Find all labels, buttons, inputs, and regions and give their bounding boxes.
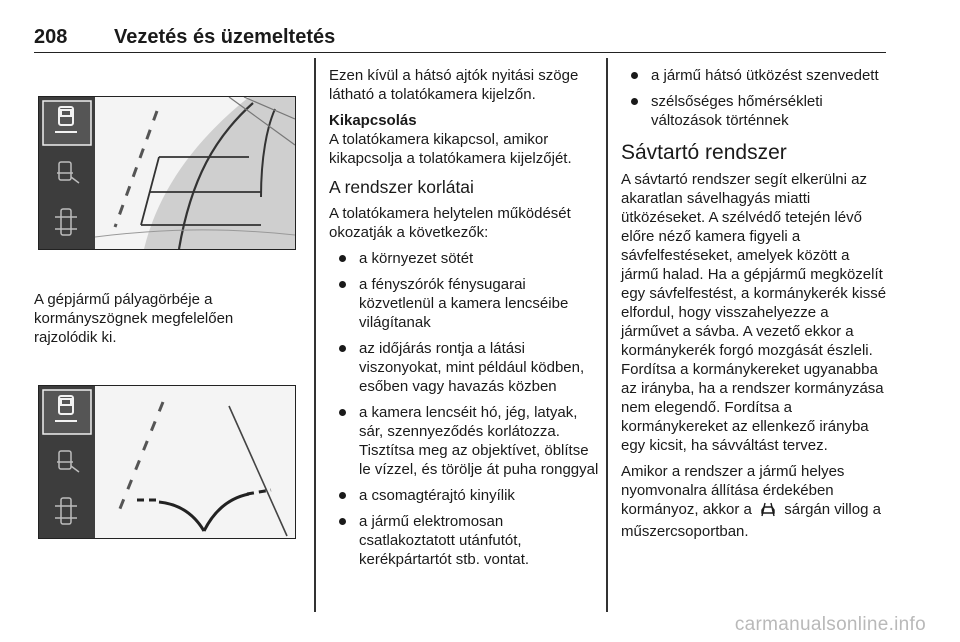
section-heading-off: Kikapcsolás xyxy=(329,112,417,129)
intro-paragraph: Ezen kívül a hátsó ajtók nyitási szöge látható a tolatókamera kijelzőn. xyxy=(329,67,579,103)
page-header xyxy=(34,22,886,53)
list-item: az időjárás rontja a látási viszonyokat, mint például ködben, esőben vagy havazás közben xyxy=(329,339,601,396)
list-item: a környezet sötét xyxy=(329,249,601,268)
limits-intro: A tolatókamera helytelen működését okozatják a következők: xyxy=(329,205,571,241)
list-item: a jármű hátsó ütközést szenvedett xyxy=(621,66,889,85)
page-number: 208 xyxy=(34,26,68,48)
lane-keep-indicator-paragraph: Amikor a rendszer a jármű helyes nyomvonalra állítása érdekében kormányoz, akkor a sárgán villog a műszercsoportban. xyxy=(621,463,881,540)
limits-list xyxy=(329,249,601,569)
list-item: szélsőséges hőmérsékleti változások történnek xyxy=(621,92,889,130)
lane-keep-paragraph: A sávtartó rendszer segít elkerülni az akaratlan sávelhagyás miatti ütközéseket. A szélvédő tetején lévő előre néző kamera figyeli a sávfelfestéseket, amelyek között a jármű halad. Ha a gépjármű megközelít egy sávfelfestést, a kormánykerék kissé elfordul, hogy visszahelyezze a járművet a sávba. A vezető ekkor a kormánykerék forgó mozgását észleli. Fordítsa a kormánykereket ugyanabba az irányba, ha a rendszer kormányzása nem elegendő. Fordítsa a kormánykereket az ellenkező irányba egy kicsit, ha sávváltást tervez. xyxy=(621,171,887,454)
section-heading-lane-keep: Sávtartó rendszer xyxy=(621,141,787,164)
watermark: carmanualsonline.info xyxy=(734,614,926,635)
limits-list-continued xyxy=(621,66,889,130)
column-divider-right xyxy=(606,58,608,612)
camera-display-figure-door-angles xyxy=(38,385,296,539)
page-title: Vezetés és üzemeltetés xyxy=(114,26,336,48)
lane-keep-assist-icon xyxy=(759,501,777,522)
list-item: a fényszórók fénysugarai közvetlenül a kamera lencséibe világítanak xyxy=(329,275,601,332)
camera-display-figure-trajectory xyxy=(38,96,296,250)
column-right xyxy=(621,66,889,548)
list-item: a kamera lencséit hó, jég, latyak, sár, szennyeződés korlátozza. Tisztítsa meg az objektívet, öblítse le vízzel, és törölje át puha ronggyal xyxy=(329,403,601,479)
column-divider-left xyxy=(314,58,316,612)
column-middle xyxy=(329,66,601,576)
list-item: a csomagtérajtó kinyílik xyxy=(329,486,601,505)
figure-caption: A gépjármű pályagörbéje a kormányszögnek megfelelően rajzolódik ki. xyxy=(34,291,234,346)
off-paragraph: A tolatókamera kikapcsol, amikor kikapcsolja a tolatókamera kijelzőjét. xyxy=(329,131,572,167)
section-heading-limits: A rendszer korlátai xyxy=(329,177,474,197)
list-item: a jármű elektromosan csatlakoztatott utánfutót, kerékpártartót stb. vontat. xyxy=(329,512,601,569)
